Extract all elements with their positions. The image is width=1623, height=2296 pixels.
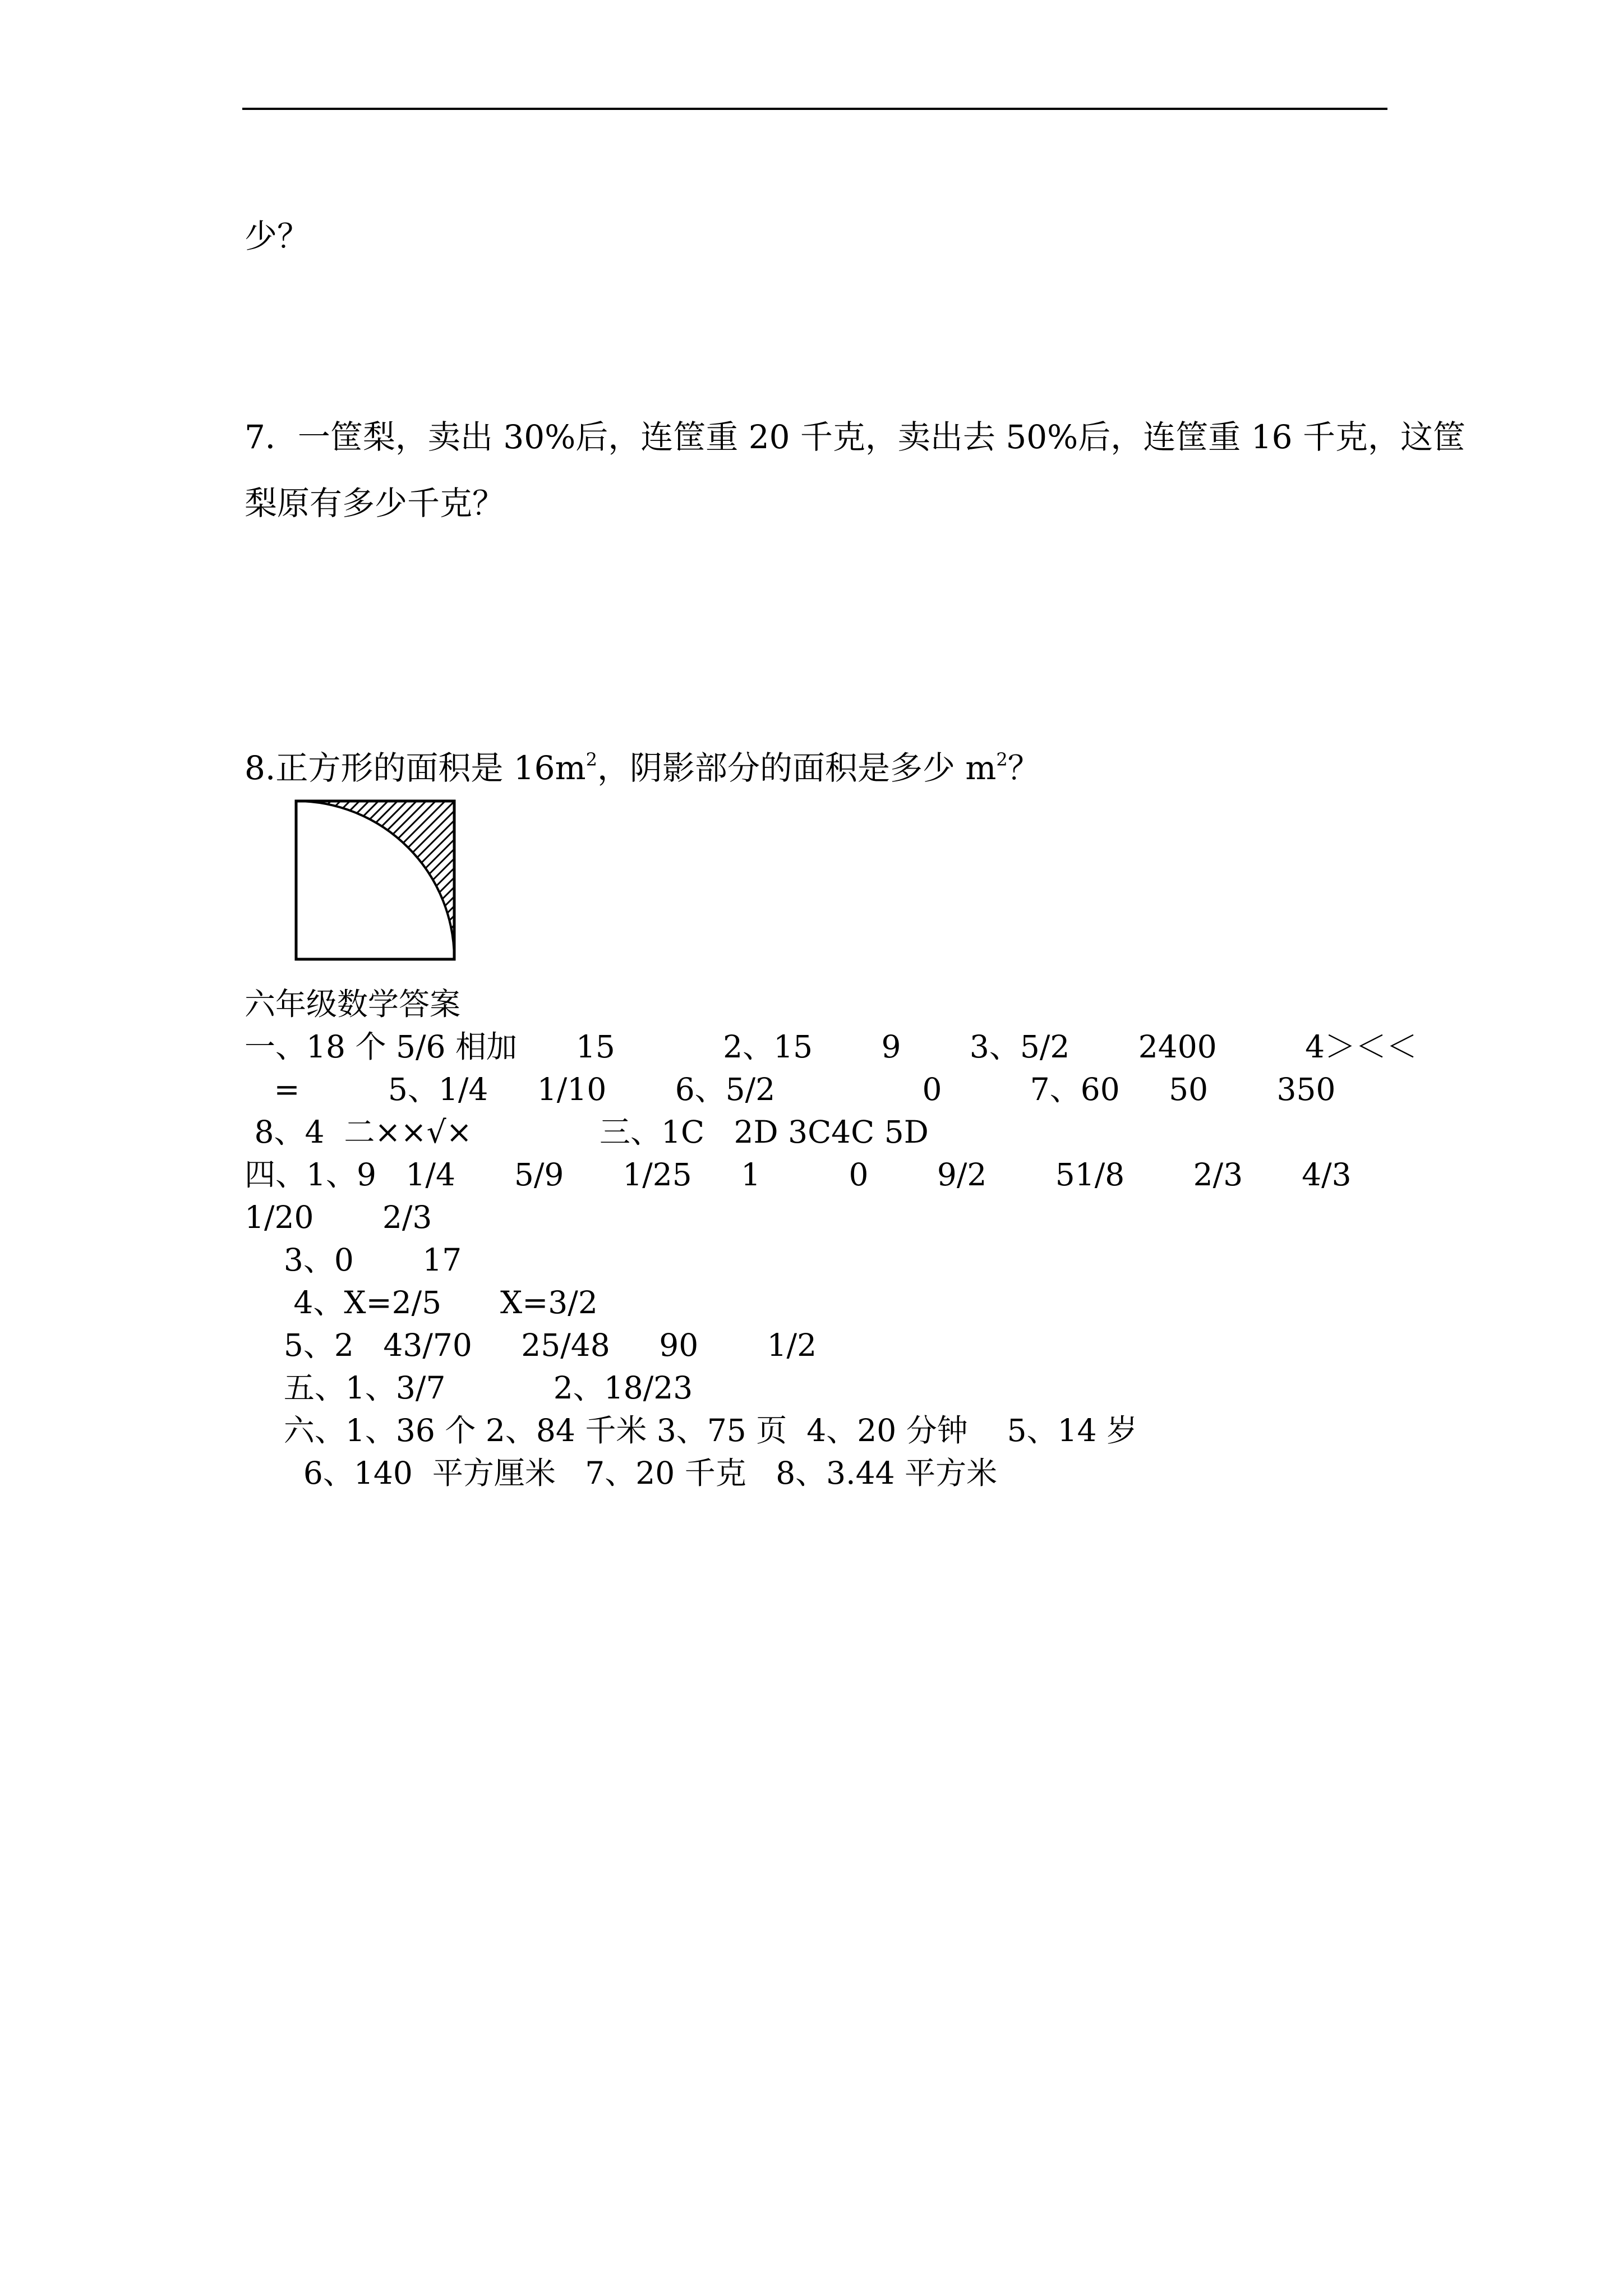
answers-row-6: 3、0 17 (245, 1242, 462, 1278)
answers-row-3: 8、4 二××√× 三、1C 2D 3C4C 5D (245, 1114, 929, 1150)
header-rule (242, 108, 1387, 110)
question-8-part-1: 8.正方形的面积是 16m (245, 749, 586, 787)
answers-row-11: 6、140 平方厘米 7、20 千克 8、3.44 平方米 (245, 1455, 998, 1491)
question-8-superscript-1: 2 (585, 749, 597, 770)
question-7-line-1: 7．一筐梨，卖出 30%后，连筐重 20 千克，卖出去 50%后，连筐重 16 千克，这筐 (245, 418, 1465, 456)
answers-row-5: 1/20 2/3 (245, 1199, 432, 1235)
answers-title: 六年级数学答案 (245, 986, 461, 1022)
question-8-part-3: ？ (1007, 749, 1040, 787)
answers-row-2: = 5、1/4 1/10 6、5/2 0 7、60 50 350 (245, 1071, 1336, 1107)
quarter-circle-in-square-figure (294, 799, 457, 961)
question-8-text (245, 749, 1040, 787)
question-8-part-2: ，阴影部分的面积是多少 m (597, 749, 997, 787)
answers-row-7: 4、X=2/5 X=3/2 (245, 1285, 598, 1320)
answers-row-1: 一、18 个 5/6 相加 15 2、15 9 3、5/2 2400 4＞＜＜ (245, 1029, 1418, 1065)
question-7-line-2: 梨原有多少千克？ (245, 484, 505, 522)
answers-row-9: 五、1、3/7 2、18/23 (245, 1370, 693, 1406)
answers-row-10: 六、1、36 个 2、84 千米 3、75 页 4、20 分钟 5、14 岁 (245, 1412, 1138, 1448)
question-6-continuation: 少？ (245, 217, 310, 255)
answers-row-8: 5、2 43/70 25/48 90 1/2 (245, 1327, 817, 1363)
shaded-region (296, 801, 454, 959)
answers-row-4: 四、1、9 1/4 5/9 1/25 1 0 9/2 51/8 2/3 4/3 (245, 1157, 1352, 1193)
question-8-superscript-2: 2 (996, 749, 1008, 770)
